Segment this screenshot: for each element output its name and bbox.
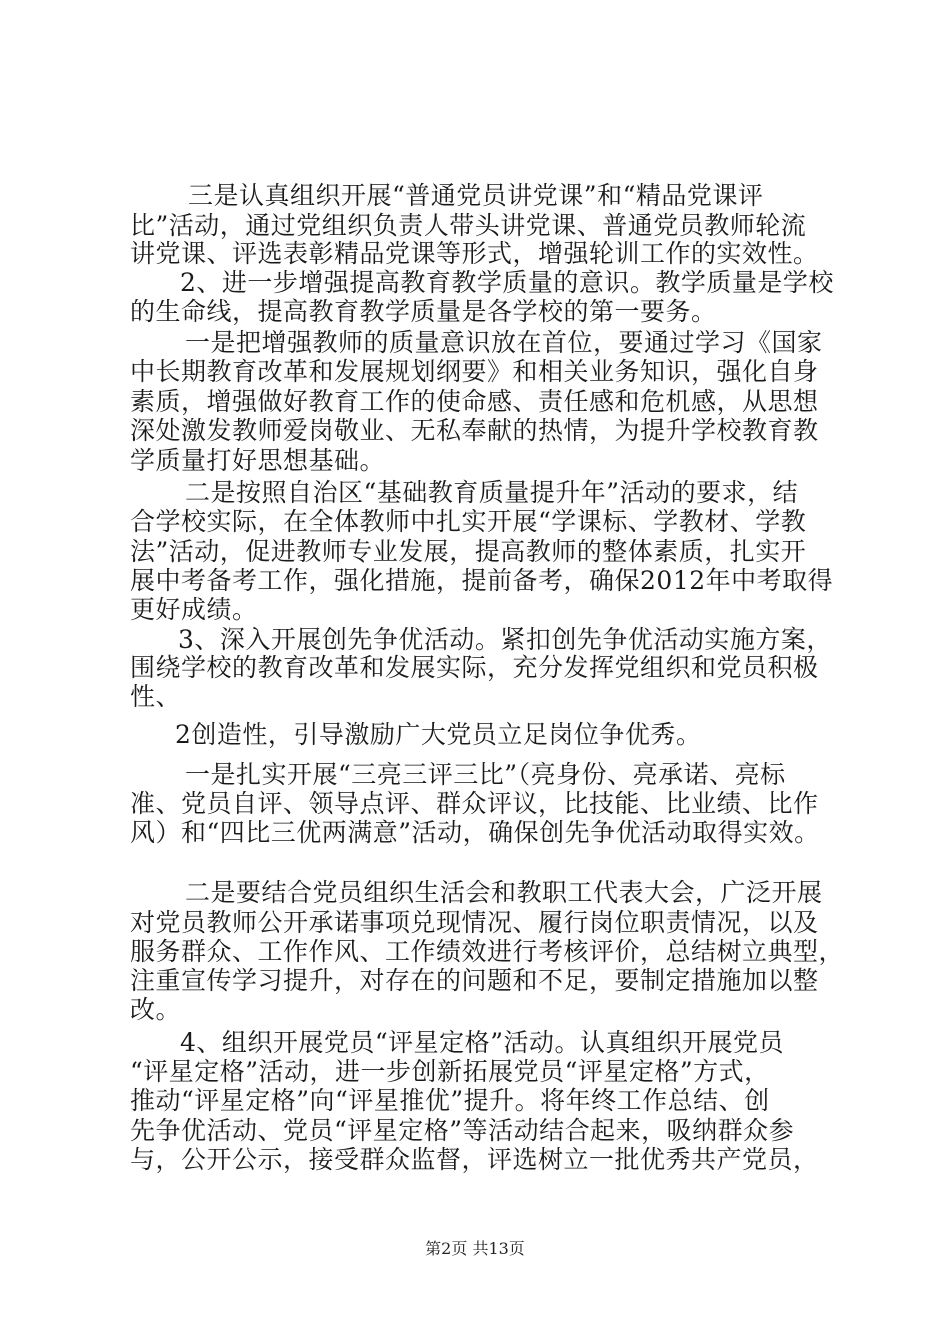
text-line: 合学校实际，在全体教师中扎实开展“学课标、学教材、学教 — [130, 507, 807, 536]
text-line: 对党员教师公开承诺事项兑现情况、履行岗位职责情况，以及 — [130, 908, 819, 937]
text-line: 2创造性，引导激励广大党员立足岗位争优秀。 — [175, 720, 702, 749]
text-line: 服务群众、工作作风、工作绩效进行考核评价，总结树立典型， — [130, 937, 845, 966]
text-line: 4、组织开展党员“评星定格”活动。认真组织开展党员 — [180, 1028, 784, 1057]
text-line: 中长期教育改革和发展规划纲要》和相关业务知识，强化自身 — [130, 357, 819, 386]
text-line: 二是按照自治区“基础教育质量提升年”活动的要求，结 — [185, 478, 799, 507]
text-line: 注重宣传学习提升，对存在的问题和不足，要制定措施加以整 — [130, 966, 819, 995]
text-line: 性、 — [130, 682, 182, 711]
text-line: 风）和“四比三优两满意”活动，确保创先争优活动取得实效。 — [130, 818, 820, 847]
text-line: 学质量打好思想基础。 — [130, 446, 386, 475]
text-line: 准、党员自评、领导点评、群众评议，比技能、比业绩、比作 — [130, 789, 819, 818]
text-line: 比”活动，通过党组织负责人带头讲党课、普通党员教师轮流 — [130, 211, 807, 240]
text-line: 一是扎实开展“三亮三评三比”（亮身份、亮承诺、亮标 — [185, 760, 786, 789]
text-line: 素质，增强做好教育工作的使命感、责任感和危机感，从思想 — [130, 387, 819, 416]
text-line: “评星定格”活动，进一步创新拓展党员“评星定格”方式， — [130, 1057, 770, 1086]
text-line: 改。 — [130, 995, 182, 1024]
text-line: 先争优活动、党员“评星定格”等活动结合起来，吸纳群众参 — [130, 1116, 795, 1145]
text-line: 与，公开公示，接受群众监督，评选树立一批优秀共产党员， — [130, 1145, 819, 1174]
text-line: 一是把增强教师的质量意识放在首位，要通过学习《国家 — [185, 328, 823, 357]
text-line: 法”活动，促进教师专业发展，提高教师的整体素质，扎实开 — [130, 537, 807, 566]
page-number-footer: 第2页 共13页 — [425, 1239, 525, 1258]
text-line: 的生命线，提高教育教学质量是各学校的第一要务。 — [130, 297, 717, 326]
text-line: 更好成绩。 — [130, 595, 258, 624]
text-line: 展中考备考工作，强化措施，提前备考，确保2012年中考取得 — [130, 566, 834, 595]
text-line: 深处激发教师爱岗敬业、无私奉献的热情，为提升学校教育教 — [130, 416, 819, 445]
text-line: 三是认真组织开展“普通党员讲党课”和“精品党课评 — [188, 181, 764, 210]
text-line: 2、进一步增强提高教育教学质量的意识。教学质量是学校 — [180, 268, 834, 297]
text-line: 3、深入开展创先争优活动。紧扣创先争优活动实施方案， — [178, 625, 832, 654]
text-line: 讲党课、评选表彰精品党课等形式，增强轮训工作的实效性。 — [130, 239, 819, 268]
text-line: 围绕学校的教育改革和发展实际，充分发挥党组织和党员积极 — [130, 653, 819, 682]
text-line: 二是要结合党员组织生活会和教职工代表大会，广泛开展 — [185, 878, 823, 907]
text-line: 推动“评星定格”向“评星推优”提升。将年终工作总结、创 — [130, 1086, 770, 1115]
